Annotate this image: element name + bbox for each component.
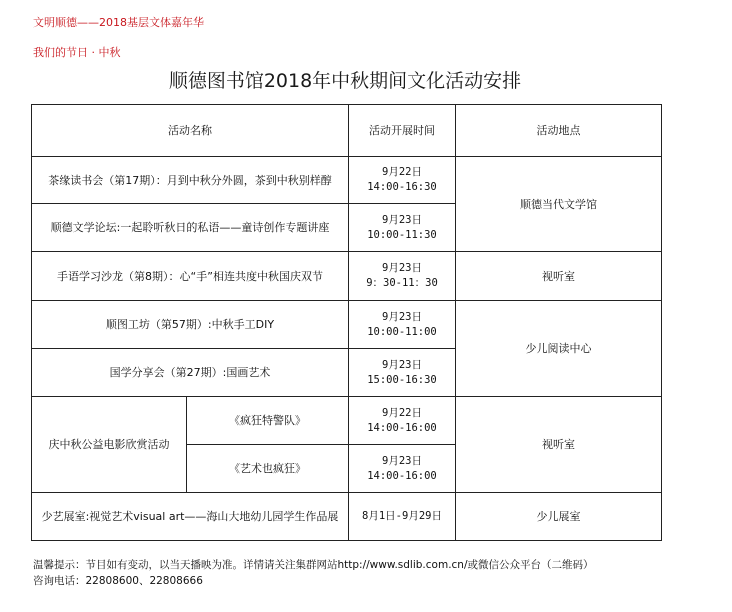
table-row (32, 157, 662, 204)
activity-hours: 9：30-11：30 (366, 277, 438, 289)
activity-time (349, 349, 456, 397)
table-row (32, 301, 662, 349)
activity-date: 9月23日 (382, 213, 422, 226)
activity-date: 9月22日 (382, 406, 422, 419)
activity-hours: 14:00-16:00 (367, 421, 437, 434)
activity-hours: 14:00-16:00 (367, 469, 437, 482)
activity-location: 顺德当代文学馆 (456, 157, 662, 252)
movie-title: 《艺术也疯狂》 (187, 445, 349, 493)
activity-hours: 10:00-11:30 (367, 228, 437, 241)
activity-name: 茶缘读书会（第17期）：月到中秋分外圆，茶到中秋别样醇 (32, 157, 349, 204)
activity-name: 顺图工坊（第57期）:中秋手工DIY (32, 301, 349, 349)
table-row (32, 397, 662, 445)
activity-date: 9月23日 (382, 262, 422, 274)
activity-time (349, 157, 456, 204)
activity-location: 少儿展室 (456, 493, 662, 541)
activity-location: 少儿阅读中心 (456, 301, 662, 397)
activity-date: 9月23日 (382, 358, 422, 371)
table-header-row (32, 105, 662, 157)
activity-name: 少艺展室:视觉艺术visual art——海山大地幼儿园学生作品展 (32, 493, 349, 541)
header-location: 活动地点 (456, 105, 662, 157)
activity-group-name: 庆中秋公益电影欣赏活动 (32, 397, 187, 493)
activity-name: 国学分享会（第27期）:国画艺术 (32, 349, 349, 397)
activity-date: 9月23日 (382, 310, 422, 323)
event-series-heading: 文明顺德——2018基层文体嘉年华 (33, 16, 204, 29)
activity-location: 视听室 (456, 252, 662, 301)
activity-time (349, 301, 456, 349)
festival-subheading: 我们的节日 · 中秋 (33, 46, 121, 59)
activity-hours: 15:00-16:30 (367, 373, 437, 386)
footer-note: 温馨提示：节目如有变动，以当天播映为准。详情请关注集群网站http://www.sdlib.com.cn/或微信公众平台（二维码） (33, 559, 594, 571)
activity-location: 视听室 (456, 397, 662, 493)
table-row (32, 493, 662, 541)
footer-phone: 咨询电话：22808600、22808666 (33, 575, 203, 587)
header-activity-name: 活动名称 (32, 105, 349, 157)
activity-time (349, 204, 456, 252)
activity-name: 手语学习沙龙（第8期）：心“手”相连共度中秋国庆双节 (32, 252, 349, 301)
activity-date: 9月22日 (382, 166, 422, 178)
activity-time (349, 397, 456, 445)
activity-schedule-table (31, 104, 662, 541)
activity-name: 顺德文学论坛:一起聆听秋日的私语——童诗创作专题讲座 (32, 204, 349, 252)
header-activity-time: 活动开展时间 (349, 105, 456, 157)
activity-time: 8月1日-9月29日 (349, 493, 456, 541)
activity-date: 9月23日 (382, 454, 422, 467)
activity-time (349, 445, 456, 493)
movie-title: 《疯狂特警队》 (187, 397, 349, 445)
table-row (32, 252, 662, 301)
activity-hours: 10:00-11:00 (367, 325, 437, 338)
activity-hours: 14:00-16:30 (367, 181, 437, 193)
footer (33, 557, 594, 589)
activity-time (349, 252, 456, 301)
page-title: 顺德图书馆2018年中秋期间文化活动安排 (168, 70, 522, 92)
